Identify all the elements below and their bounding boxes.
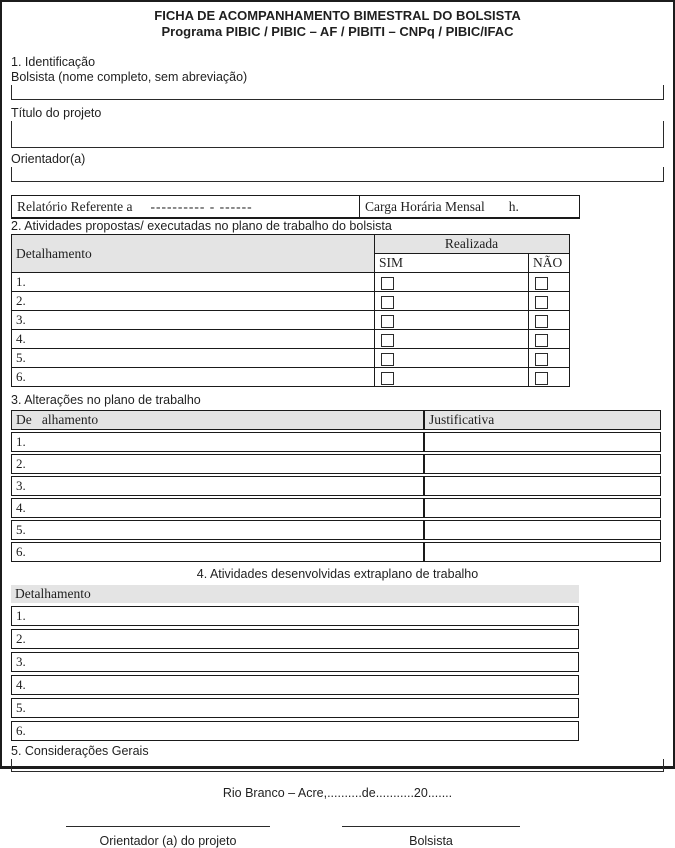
nao-cell: [529, 368, 570, 387]
checkbox-nao-6[interactable]: [535, 372, 548, 385]
section3-title: 3. Alterações no plano de trabalho: [11, 393, 201, 408]
checkbox-sim-4[interactable]: [381, 334, 394, 347]
section1-label: 1. Identificação: [11, 55, 96, 69]
change-detail-cell[interactable]: [11, 432, 424, 452]
sim-cell: [375, 273, 529, 292]
activity-row: [12, 311, 570, 330]
extra-number: 5.: [16, 700, 26, 716]
extra-row: [11, 675, 579, 695]
activity-number: 3.: [16, 312, 26, 328]
sim-cell: [375, 368, 529, 387]
change-number: 1.: [16, 434, 26, 450]
extra-detail-cell[interactable]: [11, 652, 579, 672]
signature-label-orientador: Orientador (a) do projeto: [99, 834, 237, 848]
justification-cell[interactable]: [424, 498, 661, 518]
extra-detail-cell[interactable]: [11, 675, 579, 695]
orientador-input[interactable]: [11, 167, 664, 182]
activity-detail-cell[interactable]: [12, 292, 375, 311]
change-row: [11, 432, 661, 452]
justification-cell[interactable]: [424, 476, 661, 496]
change-row: [11, 454, 661, 474]
col-header-justificativa: Justificativa: [424, 410, 661, 430]
activity-detail-cell[interactable]: [12, 368, 375, 387]
section2-title: 2. Atividades propostas/ executadas no plano de trabalho do bolsista: [11, 219, 392, 233]
checkbox-nao-2[interactable]: [535, 296, 548, 309]
justification-cell[interactable]: [424, 432, 661, 452]
activity-number: 5.: [16, 350, 26, 366]
titulo-label: Título do projeto: [11, 106, 102, 120]
activity-row: [12, 273, 570, 292]
carga-unit: h.: [508, 198, 519, 214]
checkbox-nao-3[interactable]: [535, 315, 548, 328]
section4-title: 4. Atividades desenvolvidas extraplano de trabalho: [196, 567, 479, 582]
change-detail-cell[interactable]: [11, 476, 424, 496]
activity-number: 1.: [16, 274, 26, 289]
checkbox-sim-1[interactable]: [381, 277, 394, 290]
checkbox-nao-1[interactable]: [535, 277, 548, 290]
activity-number: 6.: [16, 369, 26, 385]
extra-row: [11, 652, 579, 672]
col-header-detalhamento: De alhamento: [11, 410, 424, 430]
checkbox-nao-5[interactable]: [535, 353, 548, 366]
activity-detail-cell[interactable]: [12, 349, 375, 368]
extra-detail-cell[interactable]: [11, 721, 579, 741]
changes-table: [11, 408, 661, 564]
extra-detail-cell[interactable]: [11, 606, 579, 626]
extra-detail-cell[interactable]: [11, 629, 579, 649]
checkbox-sim-3[interactable]: [381, 315, 394, 328]
bolsista-input[interactable]: [11, 85, 664, 100]
extra-detail-cell[interactable]: [11, 698, 579, 718]
extra-activities-table: [11, 582, 579, 744]
relatorio-cell[interactable]: [12, 196, 360, 219]
activity-detail-cell[interactable]: [12, 273, 375, 292]
activities-table: [11, 234, 570, 387]
relatorio-label: Relatório Referente a: [17, 198, 133, 214]
signature-block-bolsista: [342, 826, 520, 848]
extra-row: [11, 606, 579, 626]
justification-cell[interactable]: [424, 520, 661, 540]
nao-cell: [529, 292, 570, 311]
extra-number: 4.: [16, 677, 26, 693]
col-header-realizada: Realizada: [375, 235, 570, 254]
col-header-detalhamento: Detalhamento: [11, 585, 579, 603]
extra-number: 1.: [16, 608, 26, 624]
col-header-detalhamento: Detalhamento: [12, 235, 375, 273]
change-row: [11, 542, 661, 562]
change-row: [11, 520, 661, 540]
place-date-line: Rio Branco – Acre,..........de...........20.......: [222, 786, 453, 801]
carga-horaria-cell[interactable]: [360, 196, 580, 219]
change-detail-cell[interactable]: [11, 520, 424, 540]
signature-area: [11, 826, 664, 848]
activity-row: [12, 292, 570, 311]
extra-row: [11, 721, 579, 741]
activity-detail-cell[interactable]: [12, 311, 375, 330]
sim-cell: [375, 330, 529, 349]
sim-cell: [375, 292, 529, 311]
justification-cell[interactable]: [424, 454, 661, 474]
section5-label: 5. Considerações Gerais: [11, 744, 149, 759]
nao-cell: [529, 273, 570, 292]
change-row: [11, 476, 661, 496]
extra-number: 3.: [16, 654, 26, 670]
checkbox-sim-5[interactable]: [381, 353, 394, 366]
extra-row: [11, 629, 579, 649]
change-number: 2.: [16, 456, 26, 472]
activity-row: [12, 368, 570, 387]
nao-cell: [529, 311, 570, 330]
bolsista-label: Bolsista (nome completo, sem abreviação): [11, 70, 248, 84]
relatorio-dashes: ---------- - ------: [150, 198, 253, 214]
checkbox-nao-4[interactable]: [535, 334, 548, 347]
checkbox-sim-2[interactable]: [381, 296, 394, 309]
consideracoes-input[interactable]: [11, 759, 664, 772]
justification-cell[interactable]: [424, 542, 661, 562]
extra-row: [11, 698, 579, 718]
sim-cell: [375, 311, 529, 330]
nao-cell: [529, 349, 570, 368]
change-number: 3.: [16, 478, 26, 494]
extra-number: 6.: [16, 723, 26, 739]
orientador-label: Orientador(a): [11, 152, 86, 166]
signature-label-bolsista: Bolsista: [409, 834, 453, 848]
titulo-input[interactable]: [11, 121, 664, 148]
change-detail-cell[interactable]: [11, 542, 424, 562]
extra-number: 2.: [16, 631, 26, 647]
checkbox-sim-6[interactable]: [381, 372, 394, 385]
change-detail-cell[interactable]: [11, 454, 424, 474]
doc-title-line2: Programa PIBIC / PIBIC – AF / PIBITI – CNPq / PIBIC/IFAC: [161, 24, 514, 39]
carga-label: Carga Horária Mensal: [365, 198, 485, 214]
change-detail-cell[interactable]: [11, 498, 424, 518]
sim-cell: [375, 349, 529, 368]
change-row: [11, 498, 661, 518]
signature-block-orientador: [66, 826, 270, 848]
activity-row: [12, 349, 570, 368]
activity-row: [12, 330, 570, 349]
nao-cell: [529, 330, 570, 349]
change-number: 6.: [16, 544, 26, 560]
activity-number: 4.: [16, 331, 26, 347]
activity-detail-cell[interactable]: [12, 330, 375, 349]
activity-number: 2.: [16, 293, 26, 309]
report-reference-table: [11, 195, 580, 219]
doc-title-line1: FICHA DE ACOMPANHAMENTO BIMESTRAL DO BOLSISTA: [154, 8, 521, 23]
change-number: 5.: [16, 522, 26, 538]
col-header-sim: SIM: [375, 254, 529, 273]
col-header-nao: NÃO: [529, 254, 570, 273]
change-number: 4.: [16, 500, 26, 516]
